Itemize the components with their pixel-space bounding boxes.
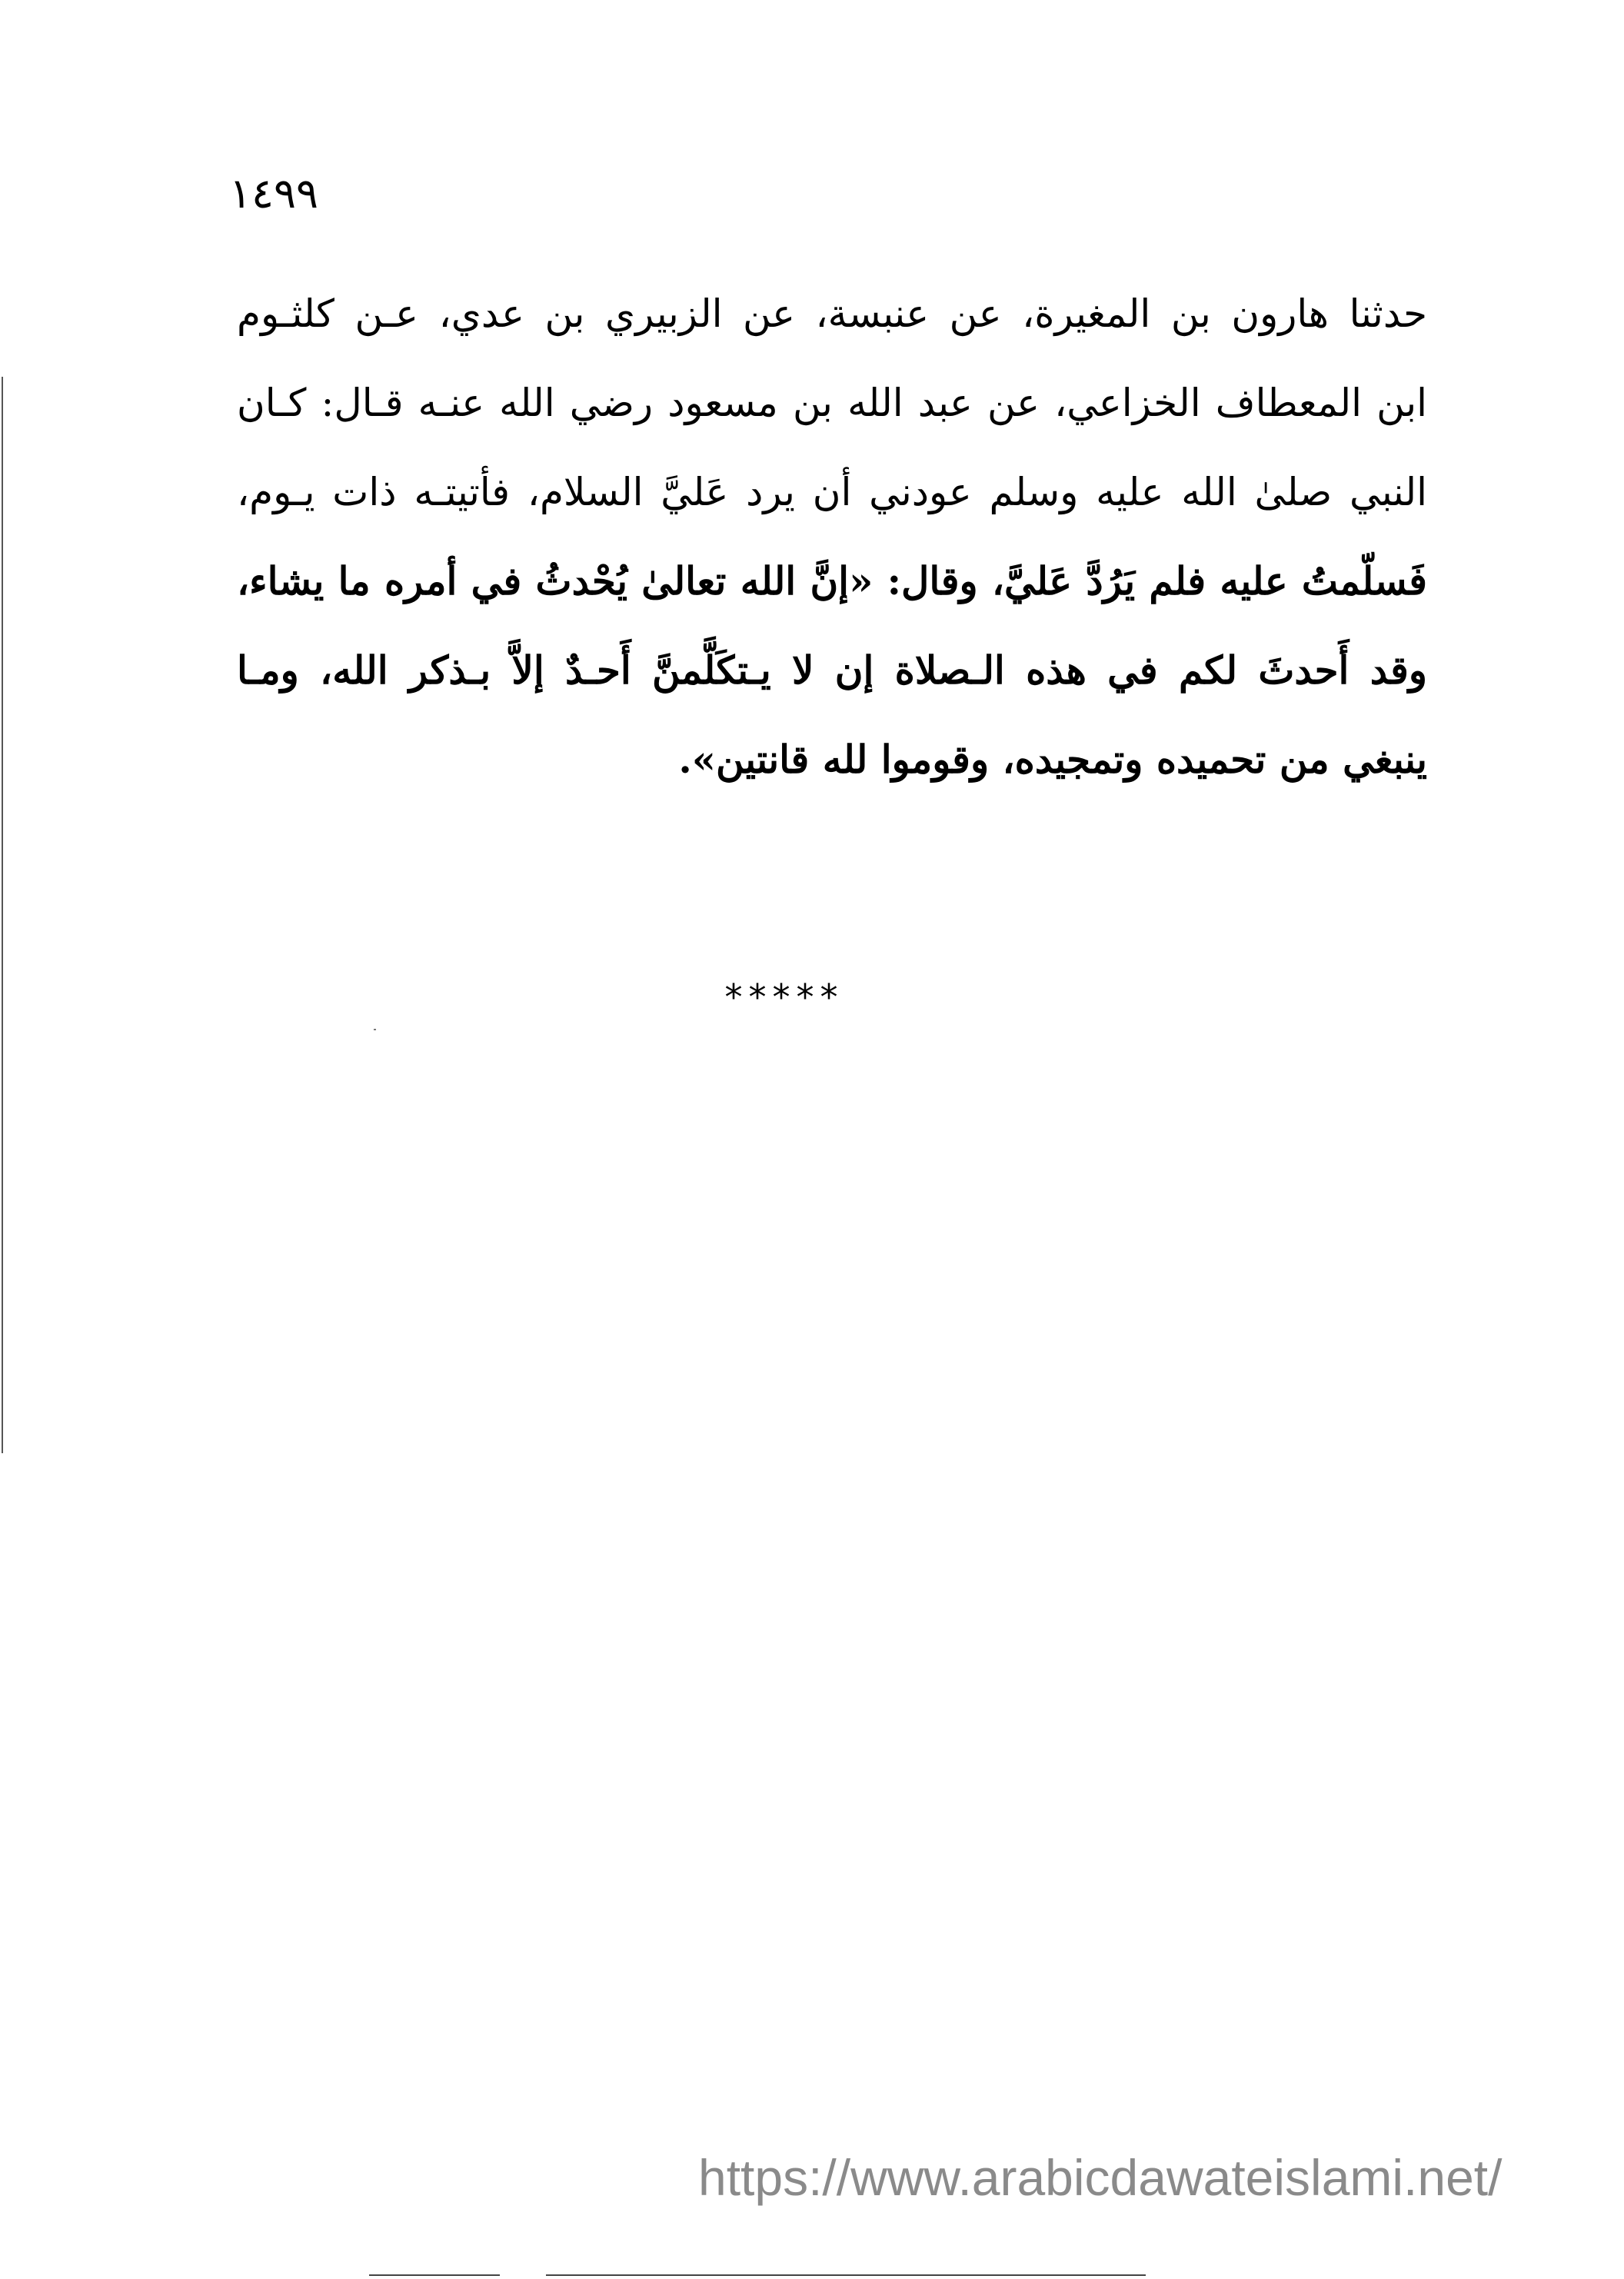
text-line-6: ينبغي من تحميده وتمجيده، وقوموا لله قانتين». bbox=[678, 737, 1427, 782]
page-number: ١٤٩٩ bbox=[229, 169, 319, 218]
section-separator: ***** bbox=[724, 976, 844, 1018]
footer-rule-right bbox=[546, 2274, 1146, 2276]
watermark-url: https://www.arabicdawateislami.net/ bbox=[698, 2149, 1503, 2206]
text-line-4: فَسلّمتُ عليه فلم يَرُدَّ عَليَّ، وقال: «إنَّ الله تعالىٰ يُحْدثُ في أمره ما يشاء، bbox=[237, 558, 1427, 604]
text-line-3: النبي صلىٰ الله عليه وسلم عودني أن يرد عَليَّ السلام، فأتيتـه ذات يـوم، bbox=[237, 470, 1427, 514]
hadith-text bbox=[237, 269, 1427, 804]
text-line-1: حدثنا هارون بن المغيرة، عن عنبسة، عن الزبيري بن عدي، عـن كلثـوم bbox=[237, 291, 1427, 336]
text-line-5: وقد أَحدثَ لكم في هذه الـصلاة إن لا يـتكَلَّمنَّ أَحـدٌ إلاَّ بـذكر الله، ومـا bbox=[237, 647, 1427, 693]
scan-speck bbox=[374, 1029, 376, 1030]
text-line-2: ابن المعطاف الخزاعي، عن عبد الله بن مسعود رضي الله عنـه قـال: كـان bbox=[237, 381, 1427, 425]
scan-edge-line bbox=[2, 377, 3, 1453]
footer-rule-left bbox=[369, 2274, 500, 2276]
